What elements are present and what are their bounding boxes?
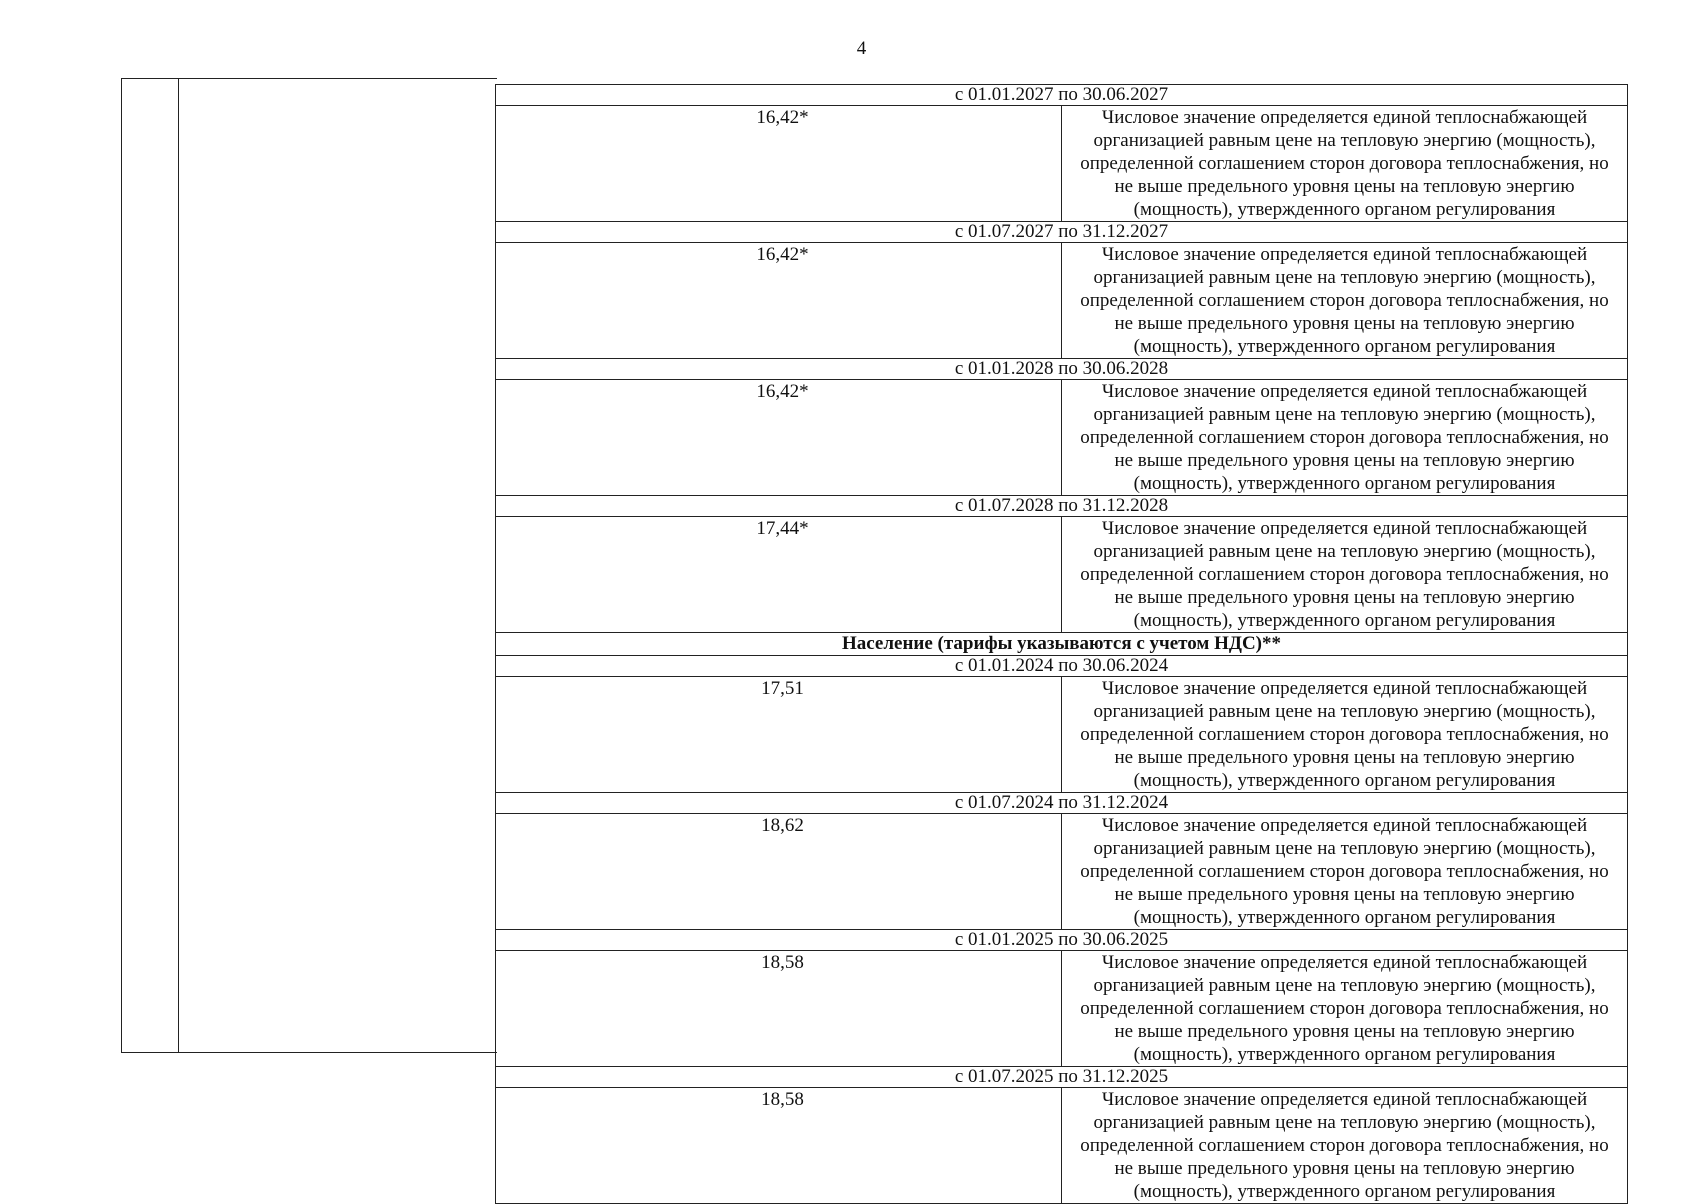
left-merged-columns [121, 78, 497, 1053]
tariff-note-cell: Числовое значение определяется единой теплоснабжающей организацией равным цене на тепловую энергию (мощность), определенной соглашением сторон договора теплоснабжения, но не выше предельного уровня цены на тепловую энергию (мощность), утвержденного органом регулирования [1062, 951, 1628, 1067]
tariff-value-cell: 17,51 [496, 677, 1062, 793]
period-cell: с 01.01.2027 по 30.06.2027 [496, 85, 1628, 106]
period-row [496, 930, 1628, 951]
tariff-value-cell: 18,58 [496, 951, 1062, 1067]
tariff-row [496, 814, 1628, 930]
period-row [496, 222, 1628, 243]
tariff-row [496, 951, 1628, 1067]
period-cell: с 01.01.2025 по 30.06.2025 [496, 930, 1628, 951]
period-row [496, 1067, 1628, 1088]
tariff-note-cell: Числовое значение определяется единой теплоснабжающей организацией равным цене на тепловую энергию (мощность), определенной соглашением сторон договора теплоснабжения, но не выше предельного уровня цены на тепловую энергию (мощность), утвержденного органом регулирования [1062, 106, 1628, 222]
column-separator [178, 79, 179, 1052]
tariff-row [496, 517, 1628, 633]
section-heading: Население (тарифы указываются с учетом НДС)** [496, 633, 1628, 656]
tariff-value-cell: 16,42* [496, 243, 1062, 359]
tariff-value-cell: 17,44* [496, 517, 1062, 633]
tariff-note-cell: Числовое значение определяется единой теплоснабжающей организацией равным цене на тепловую энергию (мощность), определенной соглашением сторон договора теплоснабжения, но не выше предельного уровня цены на тепловую энергию (мощность), утвержденного органом регулирования [1062, 814, 1628, 930]
period-row [496, 496, 1628, 517]
period-row [496, 359, 1628, 380]
tariff-row [496, 380, 1628, 496]
page-number: 4 [856, 38, 867, 59]
tariff-value-cell: 16,42* [496, 380, 1062, 496]
tariff-note-cell: Числовое значение определяется единой теплоснабжающей организацией равным цене на тепловую энергию (мощность), определенной соглашением сторон договора теплоснабжения, но не выше предельного уровня цены на тепловую энергию (мощность), утвержденного органом регулирования [1062, 1088, 1628, 1204]
tariff-row [496, 243, 1628, 359]
tariff-note-cell: Числовое значение определяется единой теплоснабжающей организацией равным цене на тепловую энергию (мощность), определенной соглашением сторон договора теплоснабжения, но не выше предельного уровня цены на тепловую энергию (мощность), утвержденного органом регулирования [1062, 380, 1628, 496]
tariff-value-cell: 18,58 [496, 1088, 1062, 1204]
tariff-note-cell: Числовое значение определяется единой теплоснабжающей организацией равным цене на тепловую энергию (мощность), определенной соглашением сторон договора теплоснабжения, но не выше предельного уровня цены на тепловую энергию (мощность), утвержденного органом регулирования [1062, 243, 1628, 359]
tariff-note-cell: Числовое значение определяется единой теплоснабжающей организацией равным цене на тепловую энергию (мощность), определенной соглашением сторон договора теплоснабжения, но не выше предельного уровня цены на тепловую энергию (мощность), утвержденного органом регулирования [1062, 517, 1628, 633]
tariff-note-cell: Числовое значение определяется единой теплоснабжающей организацией равным цене на тепловую энергию (мощность), определенной соглашением сторон договора теплоснабжения, но не выше предельного уровня цены на тепловую энергию (мощность), утвержденного органом регулирования [1062, 677, 1628, 793]
period-cell: с 01.07.2024 по 31.12.2024 [496, 793, 1628, 814]
period-cell: с 01.07.2027 по 31.12.2027 [496, 222, 1628, 243]
section-heading-row [496, 633, 1628, 656]
tariff-value-cell: 16,42* [496, 106, 1062, 222]
period-row [496, 656, 1628, 677]
period-cell: с 01.07.2028 по 31.12.2028 [496, 496, 1628, 517]
tariff-row [496, 1088, 1628, 1204]
period-cell: с 01.01.2028 по 30.06.2028 [496, 359, 1628, 380]
tariff-value-cell: 18,62 [496, 814, 1062, 930]
period-row [496, 793, 1628, 814]
tariff-table [495, 84, 1628, 1204]
tariff-row [496, 106, 1628, 222]
period-cell: с 01.01.2024 по 30.06.2024 [496, 656, 1628, 677]
period-row [496, 85, 1628, 106]
tariff-row [496, 677, 1628, 793]
period-cell: с 01.07.2025 по 31.12.2025 [496, 1067, 1628, 1088]
